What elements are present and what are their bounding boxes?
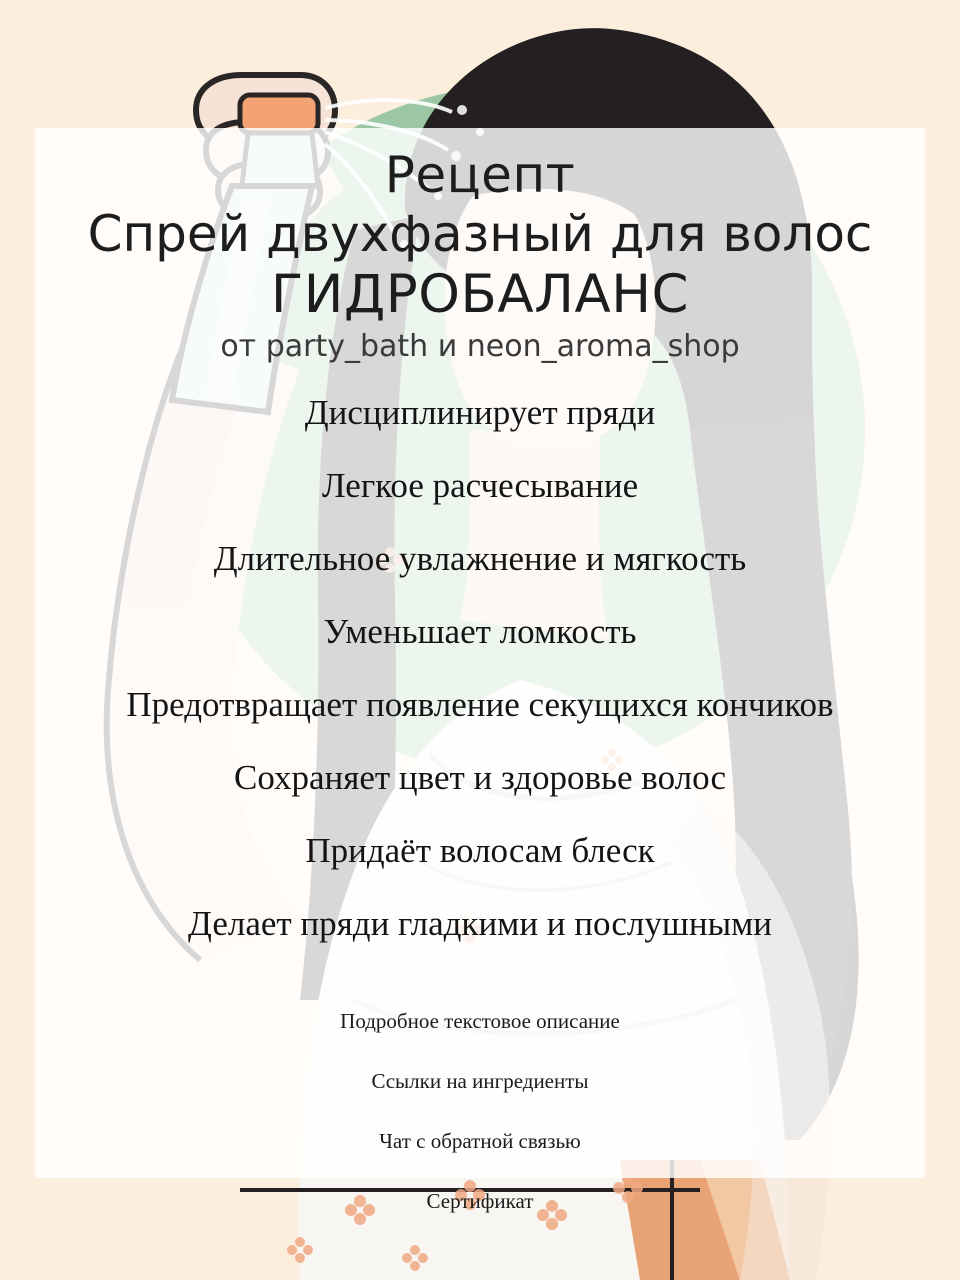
title-block [87,146,873,365]
extras-list [53,988,907,1214]
list-item: Ссылки на ингредиенты [371,1068,589,1093]
benefits-list [53,393,907,944]
list-item: Чат с обратной связью [379,1128,581,1153]
list-item: Подробное текстовое описание [340,1008,620,1033]
list-item: Делает пряди гладкими и послушными [188,903,772,943]
page-title-line-1: Рецепт [384,146,576,204]
page-title-line-2: Спрей двухфазный для волос [87,205,873,263]
list-item: Сертификат [426,1188,534,1213]
text-panel [35,128,925,1213]
list-item: Легкое расчесывание [321,465,639,505]
credit-line: от party_bath и neon_aroma_shop [220,329,740,365]
list-item: Придаёт волосам блеск [305,830,655,870]
list-item: Сохраняет цвет и здоровье волос [234,757,726,797]
page-title-line-3: ГИДРОБАЛАНС [270,264,690,325]
list-item: Длительное увлажнение и мягкость [213,538,747,578]
list-item: Предотвращает появление секущихся кончиков [126,684,834,724]
list-item: Уменьшает ломкость [323,611,637,651]
list-item: Дисциплинирует пряди [304,392,656,432]
